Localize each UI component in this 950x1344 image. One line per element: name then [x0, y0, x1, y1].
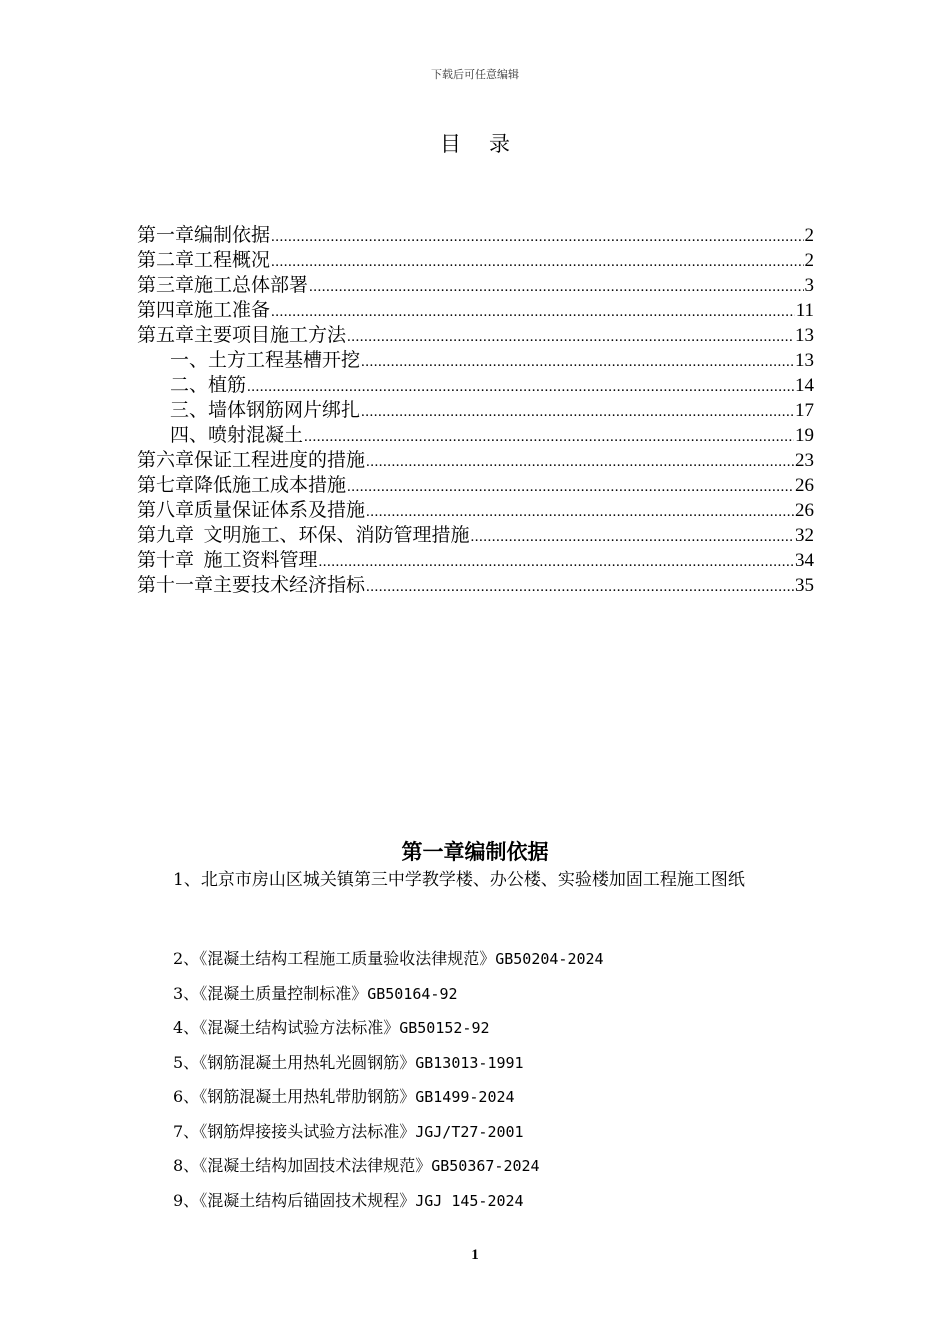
toc-entry-page: 17 — [795, 400, 814, 421]
toc-entry[interactable] — [137, 348, 814, 373]
toc-entry-page: 26 — [795, 475, 814, 496]
reference-code: JGJ 145-2024 — [415, 1191, 524, 1210]
table-of-contents — [137, 223, 814, 598]
reference-name: 《钢筋混凝土用热轧带肋钢筋》 — [199, 1087, 416, 1106]
toc-entry-label: 四、喷射混凝土 — [170, 425, 304, 446]
reference-name: 《混凝土质量控制标准》 — [199, 983, 368, 1003]
reference-list — [173, 942, 604, 1218]
toc-leader-dots — [309, 275, 803, 300]
toc-entry[interactable] — [137, 473, 814, 498]
toc-leader-dots — [347, 475, 794, 500]
toc-entry[interactable] — [137, 523, 814, 548]
toc-leader-dots — [319, 550, 794, 575]
toc-entry-label: 第五章主要项目施工方法 — [137, 325, 347, 346]
reference-code: GB13013-1991 — [415, 1053, 524, 1072]
toc-entry-page: 34 — [795, 550, 814, 571]
toc-entry-page: 2 — [804, 250, 814, 271]
reference-number: 4、 — [173, 1018, 200, 1037]
toc-leader-dots — [304, 425, 794, 450]
toc-leader-dots — [361, 400, 794, 425]
toc-entry-page: 35 — [795, 575, 814, 596]
toc-entry-page: 32 — [795, 525, 814, 546]
toc-entry-label: 第六章保证工程进度的措施 — [137, 450, 366, 471]
toc-entry[interactable] — [137, 248, 814, 273]
reference-name: 《钢筋混凝土用热轧光圆钢筋》 — [199, 1052, 416, 1072]
reference-item — [173, 1011, 604, 1046]
toc-entry-page: 13 — [795, 350, 814, 371]
toc-entry-page: 3 — [804, 275, 814, 296]
toc-entry[interactable] — [137, 373, 814, 398]
toc-entry-label: 第八章质量保证体系及措施 — [137, 500, 366, 521]
toc-entry-page: 14 — [795, 375, 814, 396]
reference-name: 《混凝土结构试验方法标准》 — [199, 1018, 400, 1037]
toc-entry-label: 第四章施工准备 — [137, 300, 271, 321]
reference-code: GB50367-2024 — [431, 1157, 540, 1175]
reference-number: 5、 — [173, 1052, 200, 1072]
reference-name: 《混凝土结构加固技术法律规范》 — [199, 1156, 432, 1175]
toc-entry[interactable] — [137, 323, 814, 348]
reference-item — [173, 1115, 604, 1150]
toc-entry[interactable] — [137, 498, 814, 523]
reference-number: 9、 — [173, 1190, 200, 1210]
toc-leader-dots — [271, 300, 795, 325]
reference-code: GB1499-2024 — [415, 1088, 515, 1106]
toc-entry-page: 13 — [795, 325, 814, 346]
reference-number: 7、 — [173, 1121, 200, 1141]
toc-entry[interactable] — [137, 273, 814, 298]
reference-number: 6、 — [173, 1087, 200, 1106]
toc-entry[interactable] — [137, 448, 814, 473]
reference-name: 《混凝土结构工程施工质量验收法律规范》 — [199, 949, 496, 968]
toc-entry-page: 19 — [795, 425, 814, 446]
reference-item-1: 1、北京市房山区城关镇第三中学教学楼、办公楼、实验楼加固工程施工图纸 — [173, 870, 745, 890]
reference-code: GB50152-92 — [399, 1019, 490, 1037]
toc-entry[interactable] — [137, 398, 814, 423]
toc-entry-label: 一、土方工程基槽开挖 — [170, 350, 361, 371]
reference-item — [173, 942, 604, 977]
reference-item — [173, 1149, 604, 1184]
toc-entry-label: 二、植筋 — [170, 375, 247, 396]
toc-entry-page: 26 — [795, 500, 814, 521]
toc-entry-label: 第十一章主要技术经济指标 — [137, 575, 366, 596]
toc-entry-label: 三、墙体钢筋网片绑扎 — [170, 400, 361, 421]
toc-entry[interactable] — [137, 548, 814, 573]
toc-entry[interactable] — [137, 423, 814, 448]
toc-leader-dots — [347, 325, 794, 350]
toc-leader-dots — [366, 575, 794, 600]
reference-number: 3、 — [173, 983, 200, 1003]
reference-item — [173, 1184, 604, 1219]
toc-entry-label: 第二章工程概况 — [137, 250, 271, 271]
toc-leader-dots — [361, 350, 794, 375]
reference-code: GB50204-2024 — [495, 950, 604, 968]
toc-leader-dots — [366, 450, 794, 475]
reference-code: GB50164-92 — [367, 984, 458, 1003]
toc-entry-page: 2 — [804, 225, 814, 246]
toc-entry-label: 第十章 施工资料管理 — [137, 550, 318, 571]
toc-title: 目录 — [440, 132, 538, 156]
reference-number: 8、 — [173, 1156, 200, 1175]
toc-entry-label: 第一章编制依据 — [137, 225, 271, 246]
toc-entry[interactable] — [137, 573, 814, 598]
toc-leader-dots — [471, 525, 794, 550]
reference-item — [173, 1080, 604, 1115]
header-note: 下载后可任意编辑 — [431, 68, 519, 81]
page-number: 1 — [471, 1247, 479, 1263]
reference-name: 《混凝土结构后锚固技术规程》 — [199, 1190, 416, 1210]
toc-entry-label: 第三章施工总体部署 — [137, 275, 309, 296]
toc-entry-page: 23 — [795, 450, 814, 471]
toc-leader-dots — [271, 225, 803, 250]
reference-item — [173, 977, 604, 1012]
reference-number: 2、 — [173, 949, 200, 968]
toc-entry[interactable] — [137, 223, 814, 248]
toc-leader-dots — [247, 375, 794, 400]
toc-leader-dots — [271, 250, 803, 275]
reference-item — [173, 1046, 604, 1081]
reference-name: 《钢筋焊接接头试验方法标准》 — [199, 1121, 416, 1141]
toc-entry-label: 第九章 文明施工、环保、消防管理措施 — [137, 525, 470, 546]
toc-leader-dots — [366, 500, 794, 525]
toc-entry-page: 11 — [795, 300, 814, 321]
chapter-title: 第一章编制依据 — [401, 840, 549, 864]
reference-code: JGJ/T27-2001 — [415, 1122, 524, 1141]
toc-entry[interactable] — [137, 298, 814, 323]
toc-entry-label: 第七章降低施工成本措施 — [137, 475, 347, 496]
